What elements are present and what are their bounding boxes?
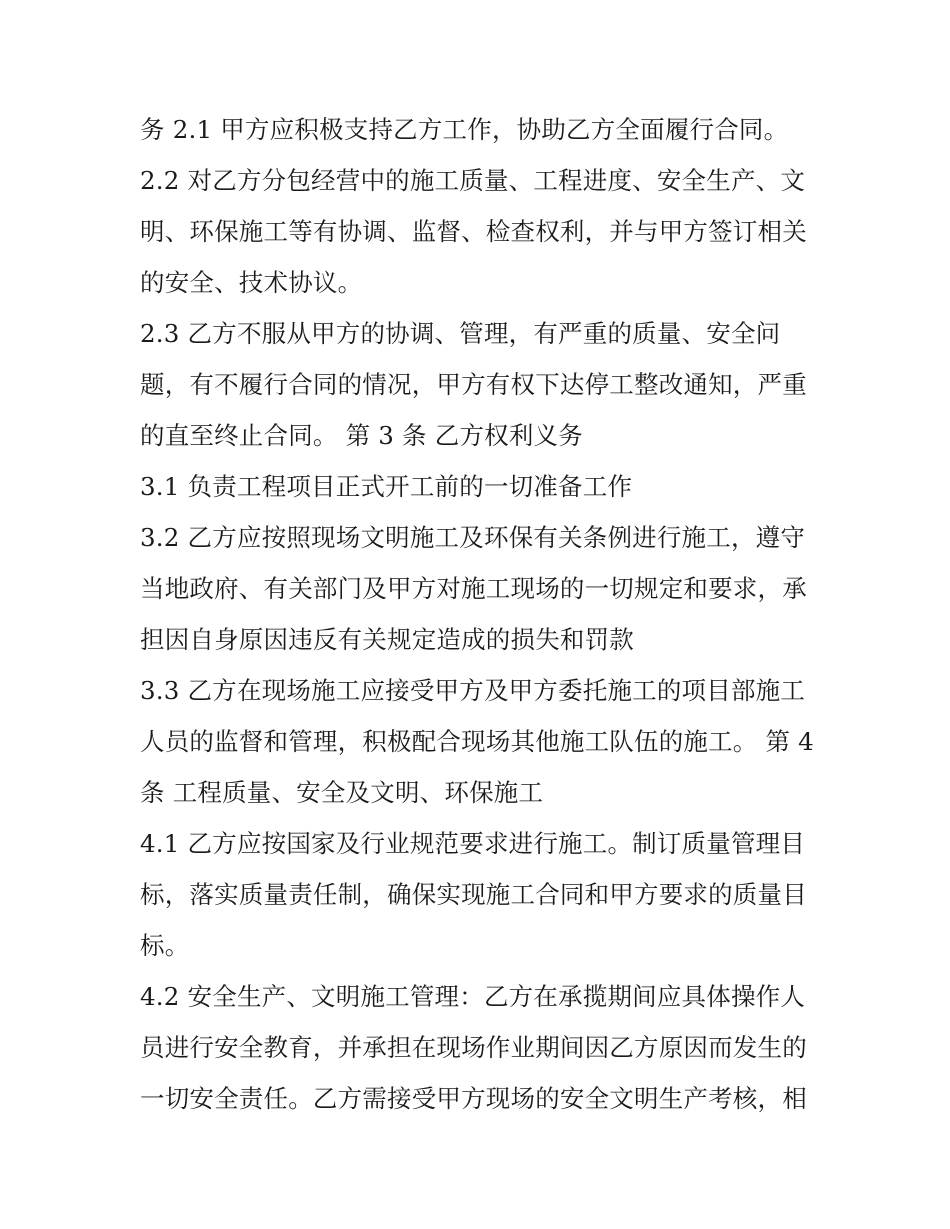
text-line: 标，落实质量责任制，确保实现施工合同和甲方要求的质量目 — [140, 880, 807, 909]
text-line: 题，有不履行合同的情况，甲方有权下达停工整改通知，严重 — [140, 370, 807, 399]
text-line: 明、环保施工等有协调、监督、检查权利，并与甲方签订相关 — [140, 217, 807, 246]
text-line: 4.2 安全生产、文明施工管理：乙方在承揽期间应具体操作人 — [140, 982, 806, 1011]
text-line: 3.2 乙方应按照现场文明施工及环保有关条例进行施工，遵守 — [140, 523, 806, 552]
text-line: 担因自身原因违反有关规定造成的损失和罚款 — [140, 625, 634, 654]
text-line: 务 2.1 甲方应积极支持乙方工作，协助乙方全面履行合同。 — [140, 115, 789, 144]
text-line: 一切安全责任。乙方需接受甲方现场的安全文明生产考核，相 — [140, 1084, 807, 1113]
text-line: 当地政府、有关部门及甲方对施工现场的一切规定和要求，承 — [140, 574, 807, 603]
text-line: 员进行安全教育，并承担在现场作业期间因乙方原因而发生的 — [140, 1033, 807, 1062]
text-line: 条 工程质量、安全及文明、环保施工 — [140, 778, 544, 807]
text-line: 的直至终止合同。 第 3 条 乙方权利义务 — [140, 421, 583, 450]
text-line: 的安全、技术协议。 — [140, 268, 363, 297]
text-line: 4.1 乙方应按国家及行业规范要求进行施工。制订质量管理目 — [140, 829, 806, 858]
text-line: 3.1 负责工程项目正式开工前的一切准备工作 — [140, 472, 633, 501]
text-line: 2.3 乙方不服从甲方的协调、管理，有严重的质量、安全问 — [140, 319, 781, 348]
text-line: 标。 — [140, 931, 190, 960]
text-line: 人员的监督和管理，积极配合现场其他施工队伍的施工。 第 4 — [140, 727, 814, 756]
text-line: 2.2 对乙方分包经营中的施工质量、工程进度、安全生产、文 — [140, 166, 806, 195]
document-body — [140, 104, 830, 1124]
text-line: 3.3 乙方在现场施工应接受甲方及甲方委托施工的项目部施工 — [140, 676, 806, 705]
